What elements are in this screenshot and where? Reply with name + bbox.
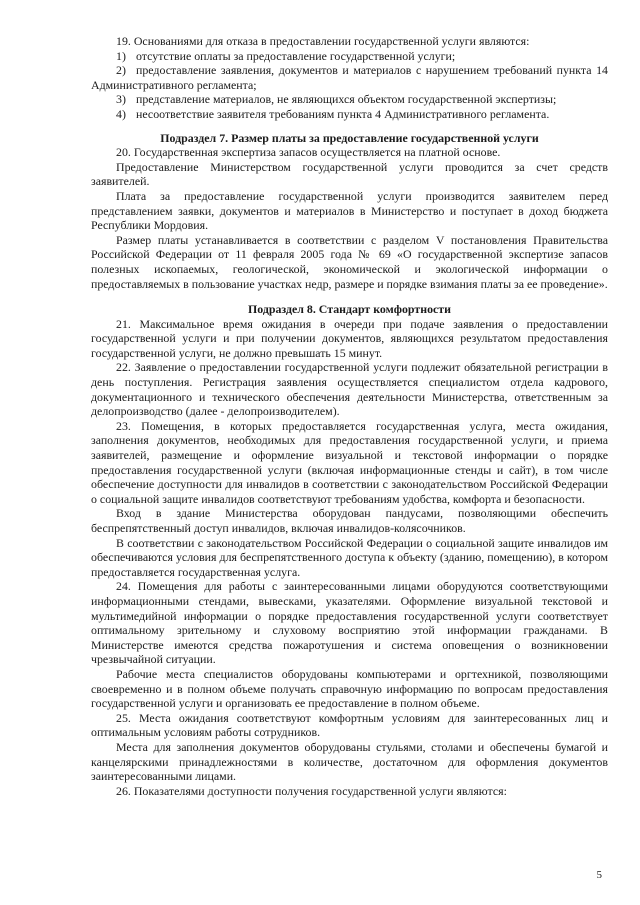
paragraph: 26. Показателями доступности получения государственной услуги являются: [116, 783, 507, 798]
paragraph: 20. Государственная экспертиза запасов осуществляется на платной основе. [116, 145, 501, 160]
paragraph: Размер платы устанавливается в соответствии с разделом V постановления Правительства Российской Федерации от 11 февраля 2005 года № 69 «О государственной экспертизе запасов полезных ископаемых, геологической, экономической и экологической информации о предоставляемых в пользование участках недр, размере и порядке взимания платы за ее проведение». [91, 232, 608, 291]
paragraph: Предоставление Министерством государственной услуги проводится за счет средств заявителей. [91, 159, 608, 189]
spacer [91, 122, 608, 131]
list-item [91, 107, 608, 122]
paragraph: 23. Помещения, в которых предоставляется государственная услуга, места ожидания, заполнения документов, необходимых для предоставления государственной услуги, и приема заявителей, размещение и оформление визуальной и текстовой информации о порядке предоставления государственной услуги (включая информационные стенды и сайт), в том числе обеспечение доступности для инвалидов в соответствии с законодательством Российской Федерации о социальной защите инвалидов соответствуют требованиям удобства, комфорта и безопасности. [91, 418, 608, 506]
paragraph: 22. Заявление о предоставлении государственной услуги подлежит обязательной регистрации в день поступления. Регистрация заявления осуществляется специалистом отдела кадрового, документационного и технического обеспечения деятельности Министерства, ответственным за делопроизводство (далее - делопроизводителем). [91, 360, 608, 419]
paragraph: Рабочие места специалистов оборудованы компьютерами и оргтехникой, позволяющими своевременно и в полном объеме получать справочную информацию по вопросам предоставления государственной услуги и организовать ее предоставление в полном объеме. [91, 666, 608, 711]
paragraph: 21. Максимальное время ожидания в очереди при подаче заявления о предоставлении государственной услуги и при получении документов, являющихся результатом предоставления государственной услуги, не должно превышать 15 минут. [91, 316, 608, 360]
list-item [91, 63, 608, 92]
paragraph: 24. Помещения для работы с заинтересованными лицами оборудуются соответствующими информационными стендами, вывесками, указателями. Оформление визуальной текстовой и мультимедийной информации о порядке предоставления государственной услуги соответствует оптимальному зрительному и слуховому восприятию этой информации гражданами. В Министерстве имеются средства пожаротушения и система оповещения о возникновении чрезвычайной ситуации. [91, 579, 608, 667]
document-body [91, 34, 608, 798]
paragraph: Места для заполнения документов оборудованы стульями, столами и обеспечены бумагой и канцелярскими принадлежностями в количестве, достаточном для оформления документов заинтересованными лицами. [91, 739, 608, 784]
list-item-text: несоответствие заявителя требованиям пункта 4 Административного регламента. [136, 106, 550, 121]
list-item-number: 3) [116, 92, 126, 107]
list-item-text: предоставление заявления, документов и материалов с нарушением требований пункта 14 Административного регламента; [91, 63, 608, 92]
paragraph: Вход в здание Министерства оборудован пандусами, позволяющими обеспечить беспрепятственный доступ инвалидов, включая инвалидов-колясочников. [91, 506, 608, 535]
section-heading: Подраздел 7. Размер платы за предоставление государственной услуги [160, 130, 539, 145]
page-number: 5 [596, 869, 602, 881]
list-item-number: 2) [116, 63, 126, 78]
list-item-text: отсутствие оплаты за предоставление государственной услуги; [136, 48, 456, 63]
list-item-number: 1) [116, 48, 126, 63]
list-item-number: 4) [116, 106, 126, 121]
paragraph: Плата за предоставление государственной услуги производится заявителем перед представлением заявки, документов и материалов в Министерство и поступает в доход бюджета Республики Мордовия. [91, 188, 608, 233]
list-item [91, 92, 608, 107]
spacer [91, 291, 608, 302]
paragraph: В соответствии с законодательством Российской Федерации о социальной защите инвалидов им обеспечиваются условия для беспрепятственного доступа к объекту (зданию, помещению), в котором предоставляется государственная услуга. [91, 535, 608, 579]
list-item [91, 49, 608, 64]
paragraph: 25. Места ожидания соответствуют комфортным условиям для заинтересованных лиц и оптимальным условиям работы сотрудников. [91, 710, 608, 740]
paragraph: 19. Основаниями для отказа в предоставлении государственной услуги являются: [116, 34, 530, 48]
list-item-text: представление материалов, не являющихся объектом государственной экспертизы; [136, 92, 557, 107]
section-heading: Подраздел 8. Стандарт комфортности [247, 302, 451, 317]
